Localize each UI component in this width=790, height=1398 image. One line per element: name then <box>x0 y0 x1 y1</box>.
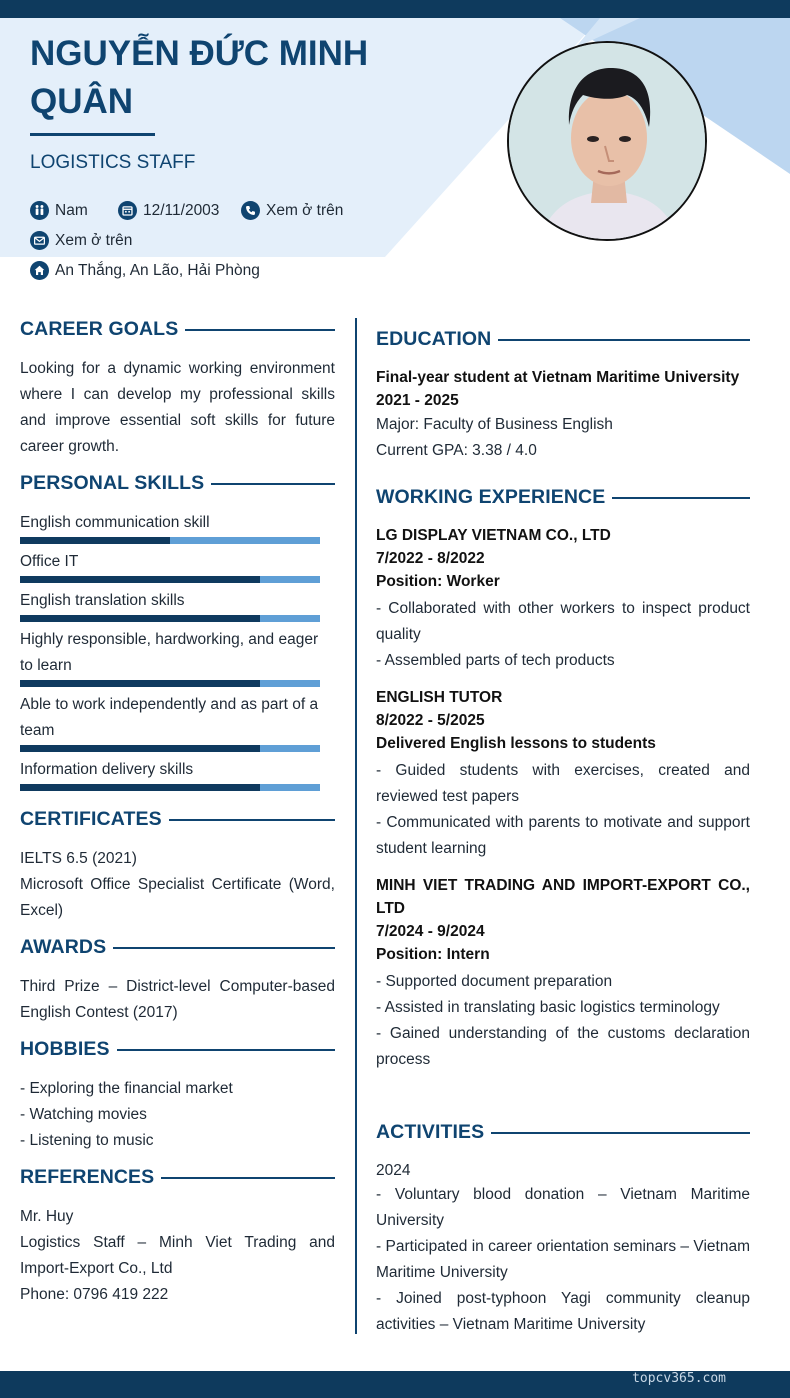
activity-item: - Joined post-typhoon Yagi community cleanup activities – Vietnam Maritime University <box>376 1290 750 1333</box>
birthday-info <box>118 201 219 220</box>
activity-item: - Voluntary blood donation – Vietnam Maritime University <box>376 1186 750 1229</box>
certificate-item: Microsoft Office Specialist Certificate (Word, Excel) <box>20 876 335 919</box>
email-value: Xem ở trên <box>55 231 133 249</box>
candidate-name: NGUYỄN ĐỨC MINH QUÂN <box>30 34 369 121</box>
hobby-item: - Exploring the financial market <box>20 1080 233 1097</box>
job-period: 7/2022 - 8/2022 <box>376 550 485 567</box>
address-value: An Thắng, An Lão, Hải Phòng <box>55 261 260 279</box>
job-company: ENGLISH TUTOR <box>376 689 503 706</box>
reference-name: Mr. Huy <box>20 1208 74 1225</box>
top-bar <box>0 0 790 18</box>
reference-position: Logistics Staff – Minh Viet Trading and Import-Export Co., Ltd <box>20 1234 335 1277</box>
address-info <box>30 261 260 280</box>
hobby-item: - Listening to music <box>20 1132 154 1149</box>
activity-item: - Participated in career orientation seminars – Vietnam Maritime University <box>376 1238 750 1281</box>
certificate-item: IELTS 6.5 (2021) <box>20 850 137 867</box>
skill-label: English translation skills <box>20 592 185 609</box>
education-heading: EDUCATION <box>376 328 750 351</box>
gender-info <box>30 201 88 220</box>
phone-value: Xem ở trên <box>266 201 344 219</box>
awards-heading: AWARDS <box>20 936 335 959</box>
education-school: Final-year student at Vietnam Maritime University <box>376 369 740 386</box>
job-detail: - Guided students with exercises, created and reviewed test papers <box>376 762 750 805</box>
job-title: LOGISTICS STAFF <box>30 152 196 173</box>
job-detail: - Gained understanding of the customs declaration process <box>376 1025 750 1068</box>
skill-label: Highly responsible, hardworking, and eager to learn <box>20 631 319 674</box>
job-detail: - Communicated with parents to motivate and support student learning <box>376 814 750 857</box>
gender-value: Nam <box>55 201 88 219</box>
profile-photo <box>507 41 707 241</box>
references-heading: REFERENCES <box>20 1166 335 1189</box>
education-gpa: Current GPA: 3.38 / 4.0 <box>376 442 537 459</box>
skill-bar <box>20 680 320 687</box>
skill-label: Able to work independently and as part of a team <box>20 696 319 739</box>
footer-site: topcv365.com <box>632 1371 726 1386</box>
experience-heading: WORKING EXPERIENCE <box>376 486 750 509</box>
skill-bar <box>20 745 320 752</box>
job-company: MINH VIET TRADING AND IMPORT-EXPORT CO., LTD <box>376 877 750 917</box>
reference-phone: Phone: 0796 419 222 <box>20 1286 169 1303</box>
job-position: Position: Intern <box>376 946 490 963</box>
activities-year: 2024 <box>376 1162 411 1179</box>
phone-icon <box>241 201 260 220</box>
job-period: 7/2024 - 9/2024 <box>376 923 485 940</box>
certificates-heading: CERTIFICATES <box>20 808 335 831</box>
gender-icon <box>30 201 49 220</box>
email-icon <box>30 231 49 250</box>
skill-label: Information delivery skills <box>20 761 194 778</box>
skill-bar <box>20 576 320 583</box>
personal-skills-heading: PERSONAL SKILLS <box>20 472 335 495</box>
skill-label: Office IT <box>20 553 79 570</box>
education-period: 2021 - 2025 <box>376 392 459 409</box>
hobbies-heading: HOBBIES <box>20 1038 335 1061</box>
job-detail: - Assembled parts of tech products <box>376 652 615 669</box>
career-goals-text: Looking for a dynamic working environment where I can develop my professional skills and improve essential soft skills for future career growth. <box>20 360 335 455</box>
skill-label: English communication skill <box>20 514 210 531</box>
job-detail: - Assisted in translating basic logistics terminology <box>376 999 720 1016</box>
job-company: LG DISPLAY VIETNAM CO., LTD <box>376 527 611 544</box>
phone-info <box>241 201 343 220</box>
email-info <box>30 231 132 250</box>
job-period: 8/2022 - 5/2025 <box>376 712 485 729</box>
skill-bar <box>20 615 320 622</box>
skill-bar <box>20 537 320 544</box>
activities-heading: ACTIVITIES <box>376 1121 750 1144</box>
job-position: Delivered English lessons to students <box>376 735 656 752</box>
job-detail: - Supported document preparation <box>376 973 613 990</box>
job-position: Position: Worker <box>376 573 500 590</box>
birthday-value: 12/11/2003 <box>143 201 220 219</box>
job-detail: - Collaborated with other workers to inspect product quality <box>376 600 750 643</box>
home-icon <box>30 261 49 280</box>
career-goals-heading: CAREER GOALS <box>20 318 335 341</box>
award-item: Third Prize – District-level Computer-based English Contest (2017) <box>20 978 335 1021</box>
column-divider <box>355 318 357 1334</box>
education-major: Major: Faculty of Business English <box>376 416 613 433</box>
name-underline <box>30 133 155 136</box>
skill-bar <box>20 784 320 791</box>
hobby-item: - Watching movies <box>20 1106 147 1123</box>
calendar-icon <box>118 201 137 220</box>
